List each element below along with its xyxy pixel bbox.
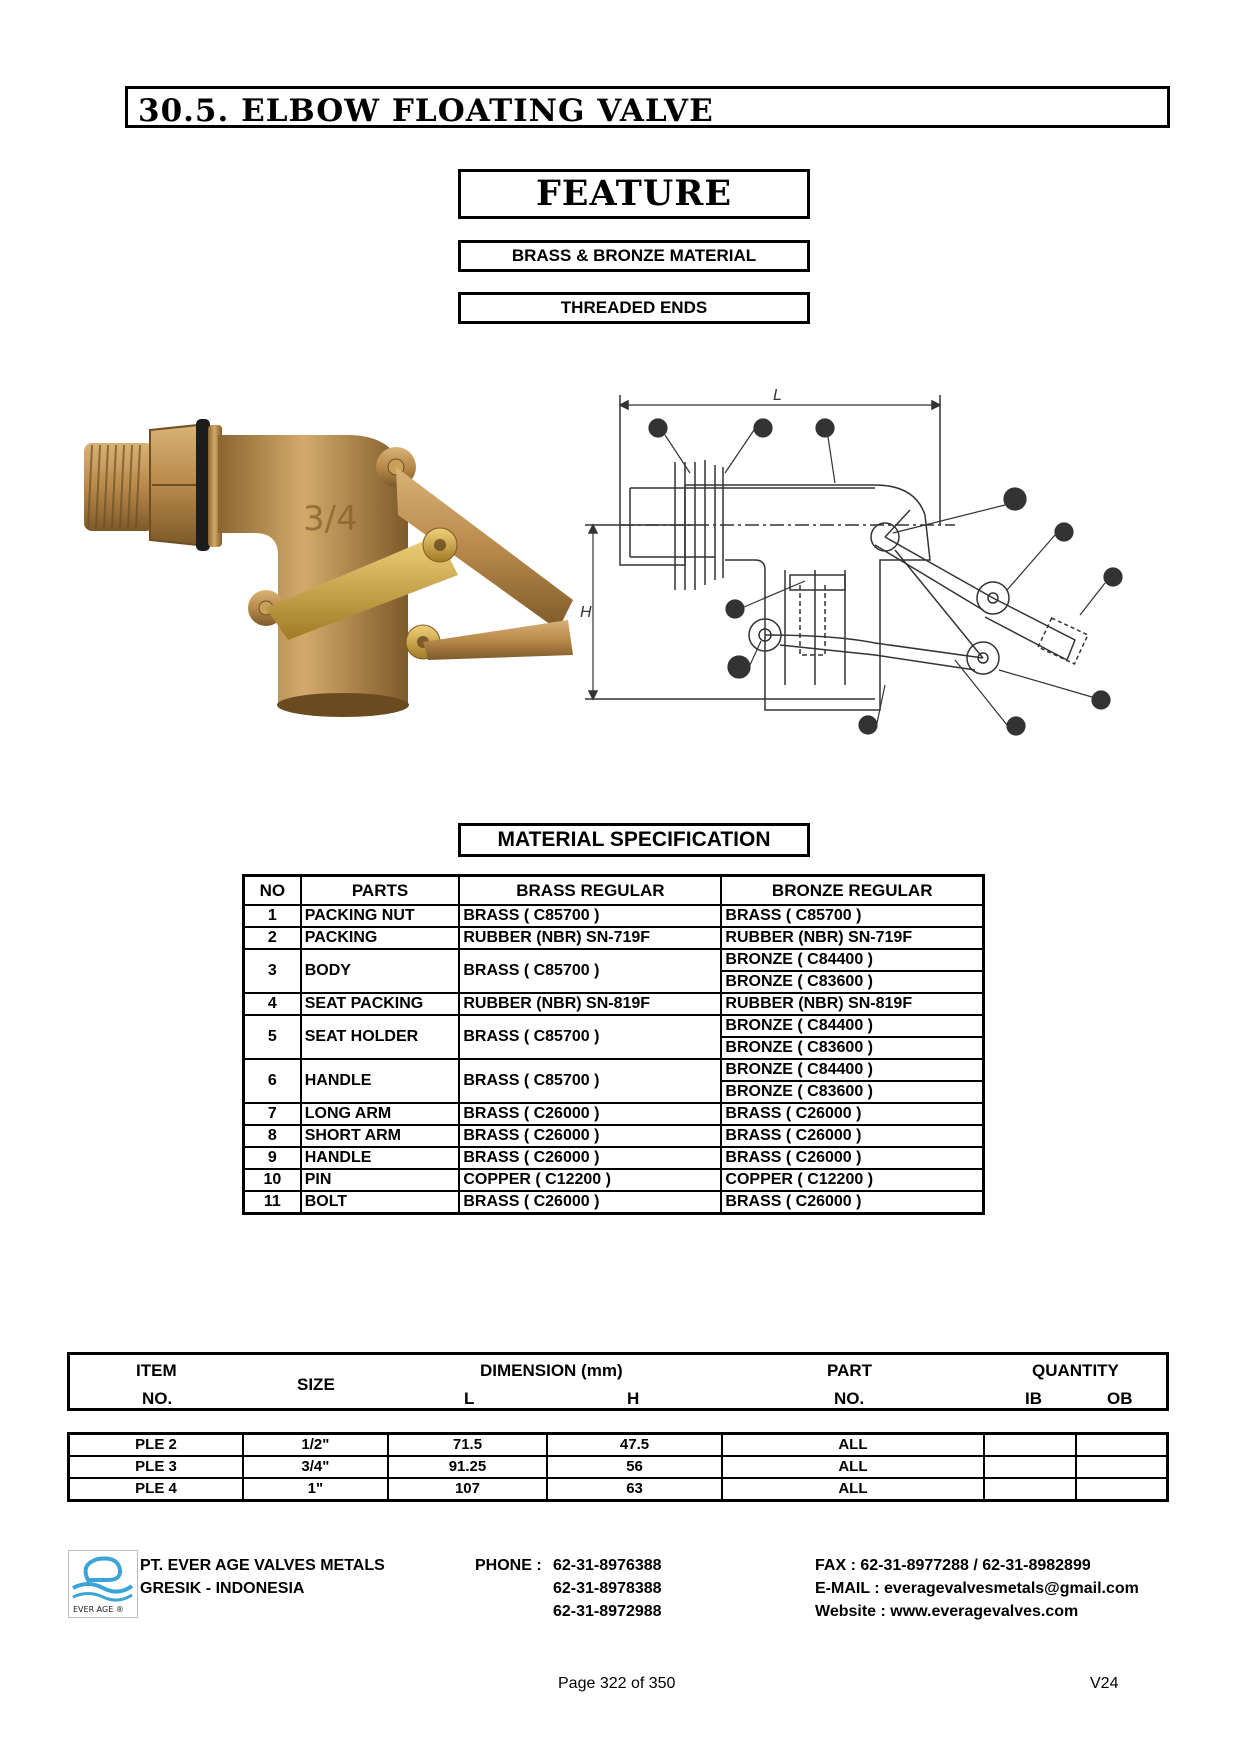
quantity-ob-cell	[1076, 1456, 1168, 1478]
phone-number: 62-31-8972988	[553, 1603, 662, 1620]
table-row: BRONZE ( C83600 )	[244, 1081, 984, 1103]
table-row: 8 SHORT ARM BRASS ( C26000 ) BRASS ( C26000 )	[244, 1125, 984, 1147]
header-item-no: NO.	[142, 1389, 173, 1408]
table-row: BRONZE ( C83600 )	[244, 971, 984, 993]
callout-7: 7	[1012, 718, 1020, 734]
column-header: NO	[244, 876, 301, 906]
dimension-table-header	[67, 1352, 1169, 1411]
header-item: ITEM	[136, 1361, 177, 1380]
body-marking: 3/4	[303, 499, 358, 539]
material-spec-heading: MATERIAL SPECIFICATION	[458, 823, 810, 857]
fax-number: FAX : 62-31-8977288 / 62-31-8982899	[815, 1557, 1091, 1574]
table-row: 6 HANDLE BRASS ( C85700 ) BRONZE ( C84400 )	[244, 1059, 984, 1081]
page-title: 30.5. ELBOW FLOATING VALVE	[138, 93, 714, 129]
quantity-ib-cell	[984, 1456, 1076, 1478]
header-l: L	[464, 1389, 475, 1408]
column-header: BRONZE REGULAR	[721, 876, 983, 906]
table-header-row	[244, 876, 984, 906]
header-size: SIZE	[297, 1375, 335, 1394]
table-row: PLE 2 1/2" 71.5 47.5 ALL	[69, 1434, 1168, 1457]
dimension-h-label: H	[580, 604, 592, 621]
header-ib: IB	[1025, 1389, 1042, 1408]
valve-photo	[78, 405, 578, 720]
feature-heading: FEATURE	[458, 169, 810, 219]
table-row: 11 BOLT BRASS ( C26000 ) BRASS ( C26000 )	[244, 1191, 984, 1214]
table-row: 9 HANDLE BRASS ( C26000 ) BRASS ( C26000 )	[244, 1147, 984, 1169]
feature-item: THREADED ENDS	[458, 292, 810, 324]
callout-6: 6	[1109, 569, 1117, 585]
column-header: BRASS REGULAR	[459, 876, 721, 906]
header-dimension: DIMENSION (mm)	[480, 1361, 623, 1380]
callout-1: 1	[654, 420, 662, 436]
table-row: 5 SEAT HOLDER BRASS ( C85700 ) BRONZE ( C84400 )	[244, 1015, 984, 1037]
valve-drawing	[575, 385, 1130, 745]
callout-5: 5	[864, 717, 872, 733]
table-row: 4 SEAT PACKING RUBBER (NBR) SN-819F RUBBER (NBR) SN-819F	[244, 993, 984, 1015]
company-logo	[68, 1550, 138, 1618]
website-address: Website : www.everagevalves.com	[815, 1603, 1079, 1620]
callout-8: 8	[1060, 524, 1068, 540]
callout-10-top: 10	[1006, 491, 1022, 507]
callout-3: 3	[821, 420, 829, 436]
header-h: H	[627, 1389, 640, 1408]
table-row: BRONZE ( C83600 )	[244, 1037, 984, 1059]
dimension-l-label: L	[773, 387, 782, 404]
quantity-ib-cell	[984, 1434, 1076, 1457]
document-version: V24	[1090, 1675, 1119, 1692]
callout-4: 4	[731, 601, 739, 617]
table-row: 7 LONG ARM BRASS ( C26000 ) BRASS ( C26000 )	[244, 1103, 984, 1125]
phone-number: 62-31-8976388	[553, 1557, 662, 1574]
page-title-box	[125, 86, 1170, 128]
table-row: 3 BODY BRASS ( C85700 ) BRONZE ( C84400 )	[244, 949, 984, 971]
company-location: GRESIK - INDONESIA	[140, 1580, 305, 1597]
table-row: PLE 3 3/4" 91.25 56 ALL	[69, 1456, 1168, 1478]
callout-9: 9	[1097, 692, 1105, 708]
quantity-ib-cell	[984, 1478, 1076, 1501]
page-number: Page 322 of 350	[558, 1675, 676, 1692]
callout-10-bottom: 10	[730, 659, 746, 675]
table-row: PLE 4 1" 107 63 ALL	[69, 1478, 1168, 1501]
header-part: PART	[827, 1361, 873, 1380]
header-ob: OB	[1107, 1389, 1133, 1408]
table-row: 10 PIN COPPER ( C12200 ) COPPER ( C12200 )	[244, 1169, 984, 1191]
phone-number: 62-31-8978388	[553, 1580, 662, 1597]
phone-label: PHONE :	[475, 1557, 542, 1574]
dimension-table	[67, 1432, 1169, 1502]
header-part-no: NO.	[834, 1389, 865, 1408]
feature-item: BRASS & BRONZE MATERIAL	[458, 240, 810, 272]
quantity-ob-cell	[1076, 1434, 1168, 1457]
quantity-ob-cell	[1076, 1478, 1168, 1501]
material-spec-table	[242, 874, 985, 1215]
header-quantity: QUANTITY	[1032, 1361, 1119, 1380]
column-header: PARTS	[301, 876, 460, 906]
table-row: 1 PACKING NUT BRASS ( C85700 ) BRASS ( C85700 )	[244, 905, 984, 927]
table-row: 2 PACKING RUBBER (NBR) SN-719F RUBBER (NBR) SN-719F	[244, 927, 984, 949]
logo-text: EVER AGE ®	[73, 1605, 124, 1614]
company-name: PT. EVER AGE VALVES METALS	[140, 1557, 385, 1574]
callout-2: 2	[759, 420, 767, 436]
email-address: E-MAIL : everagevalvesmetals@gmail.com	[815, 1580, 1139, 1597]
